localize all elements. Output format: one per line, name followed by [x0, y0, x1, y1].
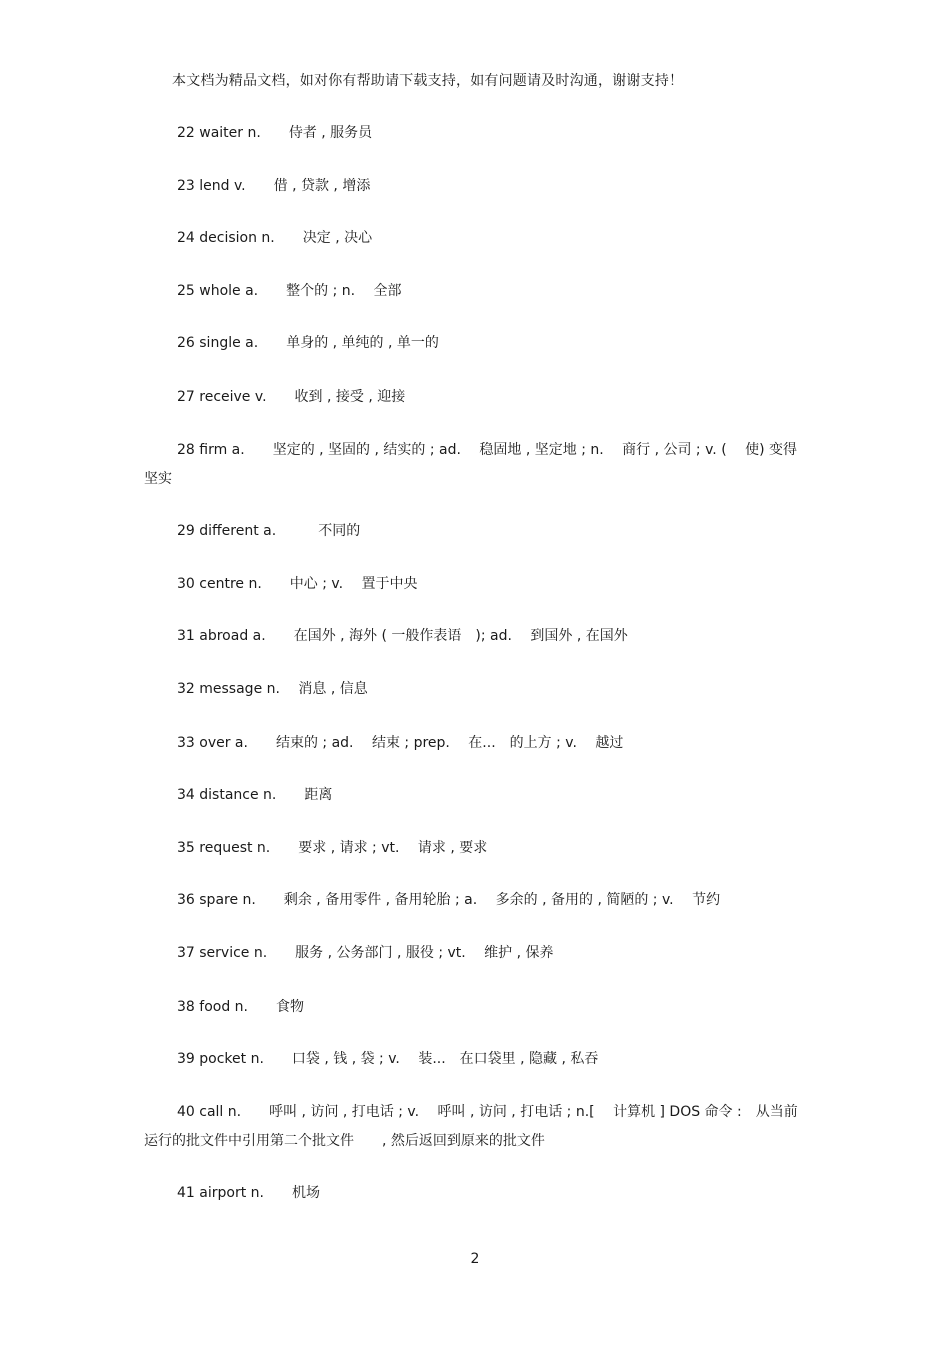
vocab-entry: 36 spare n. 剩余 , 备用零件 , 备用轮胎 ; a. 多余的 , 备用的 , 简陋的 ; v. 节约 — [177, 892, 721, 908]
vocab-entry: 33 over a. 结束的 ; ad. 结束 ; prep. 在... 的上方 ; v. 越过 — [177, 735, 624, 751]
vocab-entry: 26 single a. 单身的 , 单纯的 , 单一的 — [177, 335, 439, 351]
vocab-entry: 22 waiter n. 侍者 , 服务员 — [177, 125, 373, 141]
page-number: 2 — [470, 1251, 480, 1267]
vocab-entry: 29 different a. 不同的 — [177, 523, 361, 539]
vocab-entry: 41 airport n. 机场 — [177, 1185, 320, 1201]
vocab-entry: 39 pocket n. 口袋 , 钱 , 袋 ; v. 装... 在口袋里 , 隐藏 , 私吞 — [177, 1051, 599, 1067]
vocab-entry: 40 call n. 呼叫 , 访问 , 打电话 ; v. 呼叫 , 访问 , 打电话 ; n.[ 计算机 ] DOS 命令 : 从当前运行的批文件中引用第二个批文件 , 然后返回到原来的批文件 — [144, 1104, 798, 1149]
vocab-entry: 38 food n. 食物 — [177, 999, 304, 1015]
document-header-note: 本文档为精品文档，如对你有帮助请下载支持，如有问题请及时沟通，谢谢支持！ — [172, 73, 684, 89]
vocab-entry: 28 firm a. 坚定的 , 坚固的 , 结实的 ; ad. 稳固地 , 坚定地 ; n. 商行 , 公司 ; v. ( 使) 变得坚实 — [144, 442, 798, 487]
vocab-entry: 37 service n. 服务 , 公务部门 , 服役 ; vt. 维护 , 保养 — [177, 945, 554, 961]
vocab-entry: 30 centre n. 中心 ; v. 置于中央 — [177, 576, 418, 592]
vocab-entry: 32 message n. 消息 , 信息 — [177, 681, 368, 697]
vocab-entry: 34 distance n. 距离 — [177, 787, 333, 803]
vocab-entry: 24 decision n. 决定 , 决心 — [177, 230, 373, 246]
vocab-entry: 25 whole a. 整个的 ; n. 全部 — [177, 283, 402, 299]
vocab-entry: 31 abroad a. 在国外 , 海外 ( 一般作表语 ); ad. 到国外 , 在国外 — [177, 628, 628, 644]
vocab-entry: 23 lend v. 借 , 贷款 , 增添 — [177, 178, 371, 194]
vocab-entry: 27 receive v. 收到 , 接受 , 迎接 — [177, 389, 406, 405]
vocab-entry: 35 request n. 要求 , 请求 ; vt. 请求 , 要求 — [177, 840, 488, 856]
